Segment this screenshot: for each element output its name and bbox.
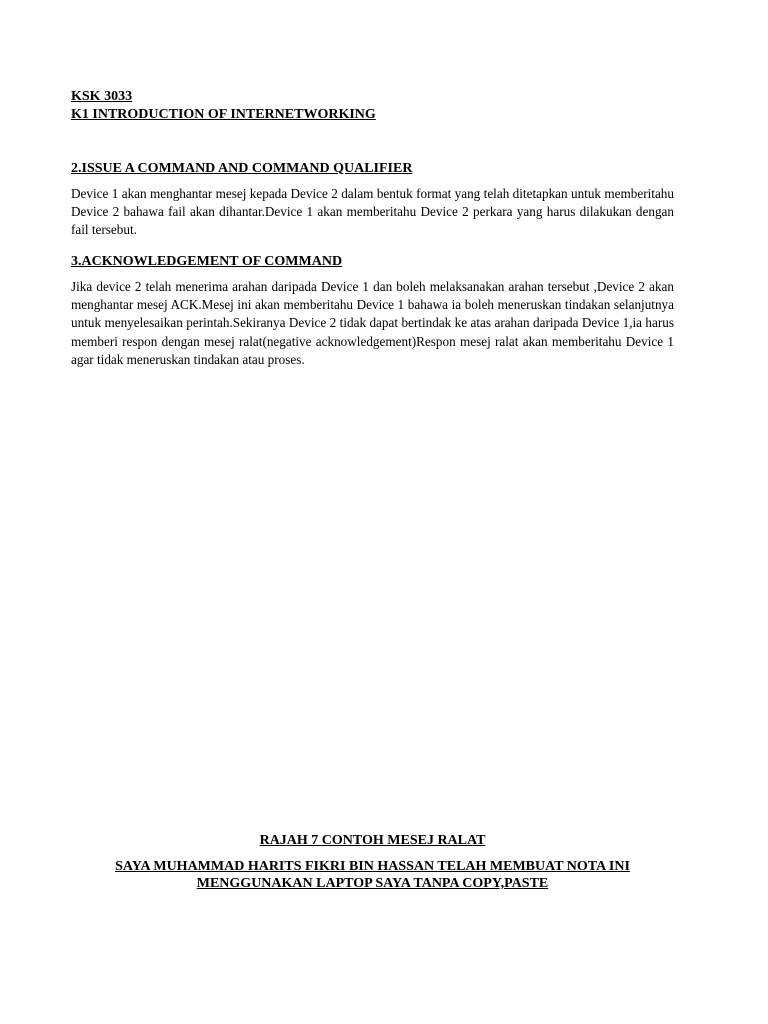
section-heading: 3.ACKNOWLEDGEMENT OF COMMAND xyxy=(71,254,343,269)
figure-caption: RAJAH 7 CONTOH MESEJ RALAT xyxy=(259,833,486,848)
section-acknowledgement xyxy=(71,253,674,369)
course-title: K1 INTRODUCTION OF INTERNETWORKING xyxy=(71,107,376,122)
course-code: KSK 3033 xyxy=(71,89,133,104)
section-issue-command xyxy=(71,160,674,240)
document-header xyxy=(71,88,681,124)
section-paragraph: Jika device 2 telah menerima arahan daripada Device 1 dan boleh melaksanakan arahan tersebut ,Device 2 akan menghantar mesej ACK.Mesej ini akan memberitahu Device 1 bahawa ia boleh meneruskan tindakan selanjutnya untuk menyelesaikan perintah.Sekiranya Device 2 tidak dapat bertindak ke atas arahan daripada Device 1,ia harus memberi respon dengan mesej ralat(negative acknowledgement)Respon mesej ralat akan memberitahu Device 1 agar tidak meneruskan tindakan atau proses. xyxy=(71,279,674,367)
section-paragraph: Device 1 akan menghantar mesej kepada Device 2 dalam bentuk format yang telah ditetapkan untuk memberitahu Device 2 bahawa fail akan dihantar.Device 1 akan memberitahu Device 2 perkara yang harus dilakukan dengan fail tersebut. xyxy=(71,186,674,238)
section-heading: 2.ISSUE A COMMAND AND COMMAND QUALIFIER xyxy=(71,161,413,176)
author-note: SAYA MUHAMMAD HARITS FIKRI BIN HASSAN TELAH MEMBUAT NOTA INI MENGGUNAKAN LAPTOP SAYA TANPA COPY,PASTE xyxy=(115,859,630,891)
